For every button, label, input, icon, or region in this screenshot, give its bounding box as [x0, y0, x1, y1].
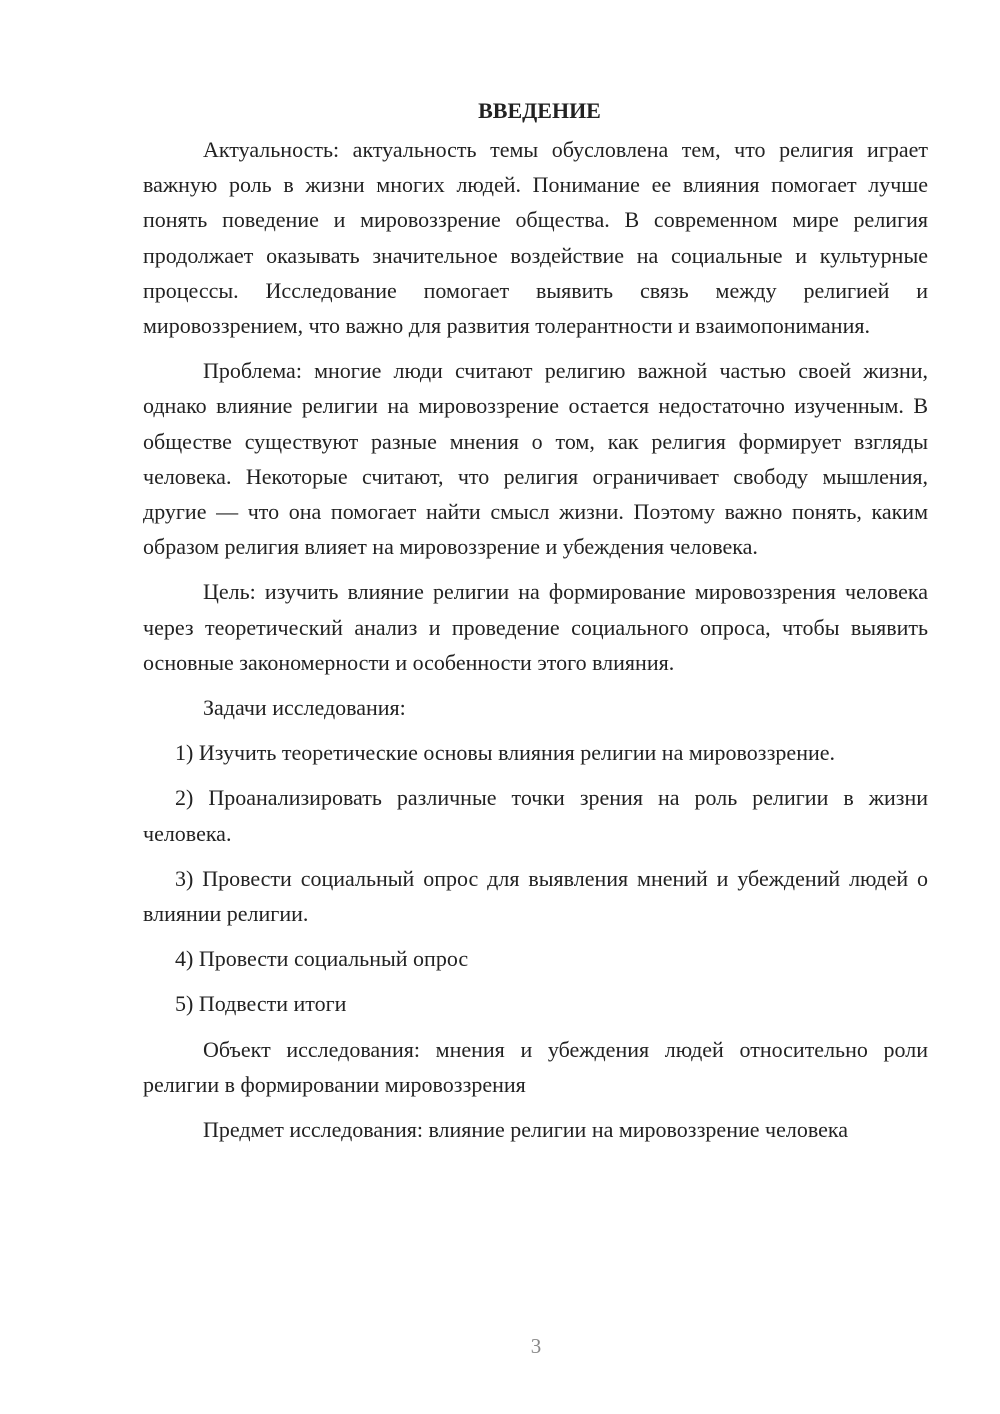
- tasks-heading: Задачи исследования:: [203, 695, 406, 721]
- task-item: 4) Провести социальный опрос: [175, 946, 469, 972]
- task-item: 5) Подвести итоги: [175, 991, 347, 1017]
- section-title: ВВЕДЕНИЕ: [478, 98, 601, 123]
- problem-paragraph: Проблема: многие люди считают религию важной частью своей жизни, однако влияние религии на мировоззрение остается недостаточно изученным. В обществе существуют разные мнения о том, как религия формирует взгляды человека. Некоторые считают, что религия ограничивает свободу мышления, другие — что она помогает найти смысл жизни. Поэтому важно понять, каким образом религия влияет на мировоззрение и убеждения человека.: [143, 358, 928, 560]
- relevance-paragraph: Актуальность: актуальность темы обусловлена тем, что религия играет важную роль в жизни многих людей. Понимание ее влияния помогает лучше понять поведение и мировоззрение общества. В современном мире религия продолжает оказывать значительное воздействие на социальные и культурные процессы. Исследование помогает выявить связь между религией и мировоззрением, что важно для развития толерантности и взаимопонимания.: [143, 137, 928, 339]
- subject-paragraph: Предмет исследования: влияние религии на мировоззрение человека: [203, 1117, 848, 1143]
- document-page: [143, 96, 928, 1157]
- page-number: 3: [530, 1334, 542, 1358]
- task-item: 2) Проанализировать различные точки зрения на роль религии в жизни человека.: [143, 785, 928, 846]
- object-paragraph: Объект исследования: мнения и убеждения людей относительно роли религии в формировании мировоззрения: [143, 1036, 928, 1097]
- goal-paragraph: Цель: изучить влияние религии на формирование мировоззрения человека через теоретический анализ и проведение социального опроса, чтобы выявить основные закономерности и особенности этого влияния.: [143, 579, 928, 675]
- task-item: 1) Изучить теоретические основы влияния религии на мировоззрение.: [175, 740, 835, 766]
- task-item: 3) Провести социальный опрос для выявления мнений и убеждений людей о влиянии религии.: [143, 865, 928, 927]
